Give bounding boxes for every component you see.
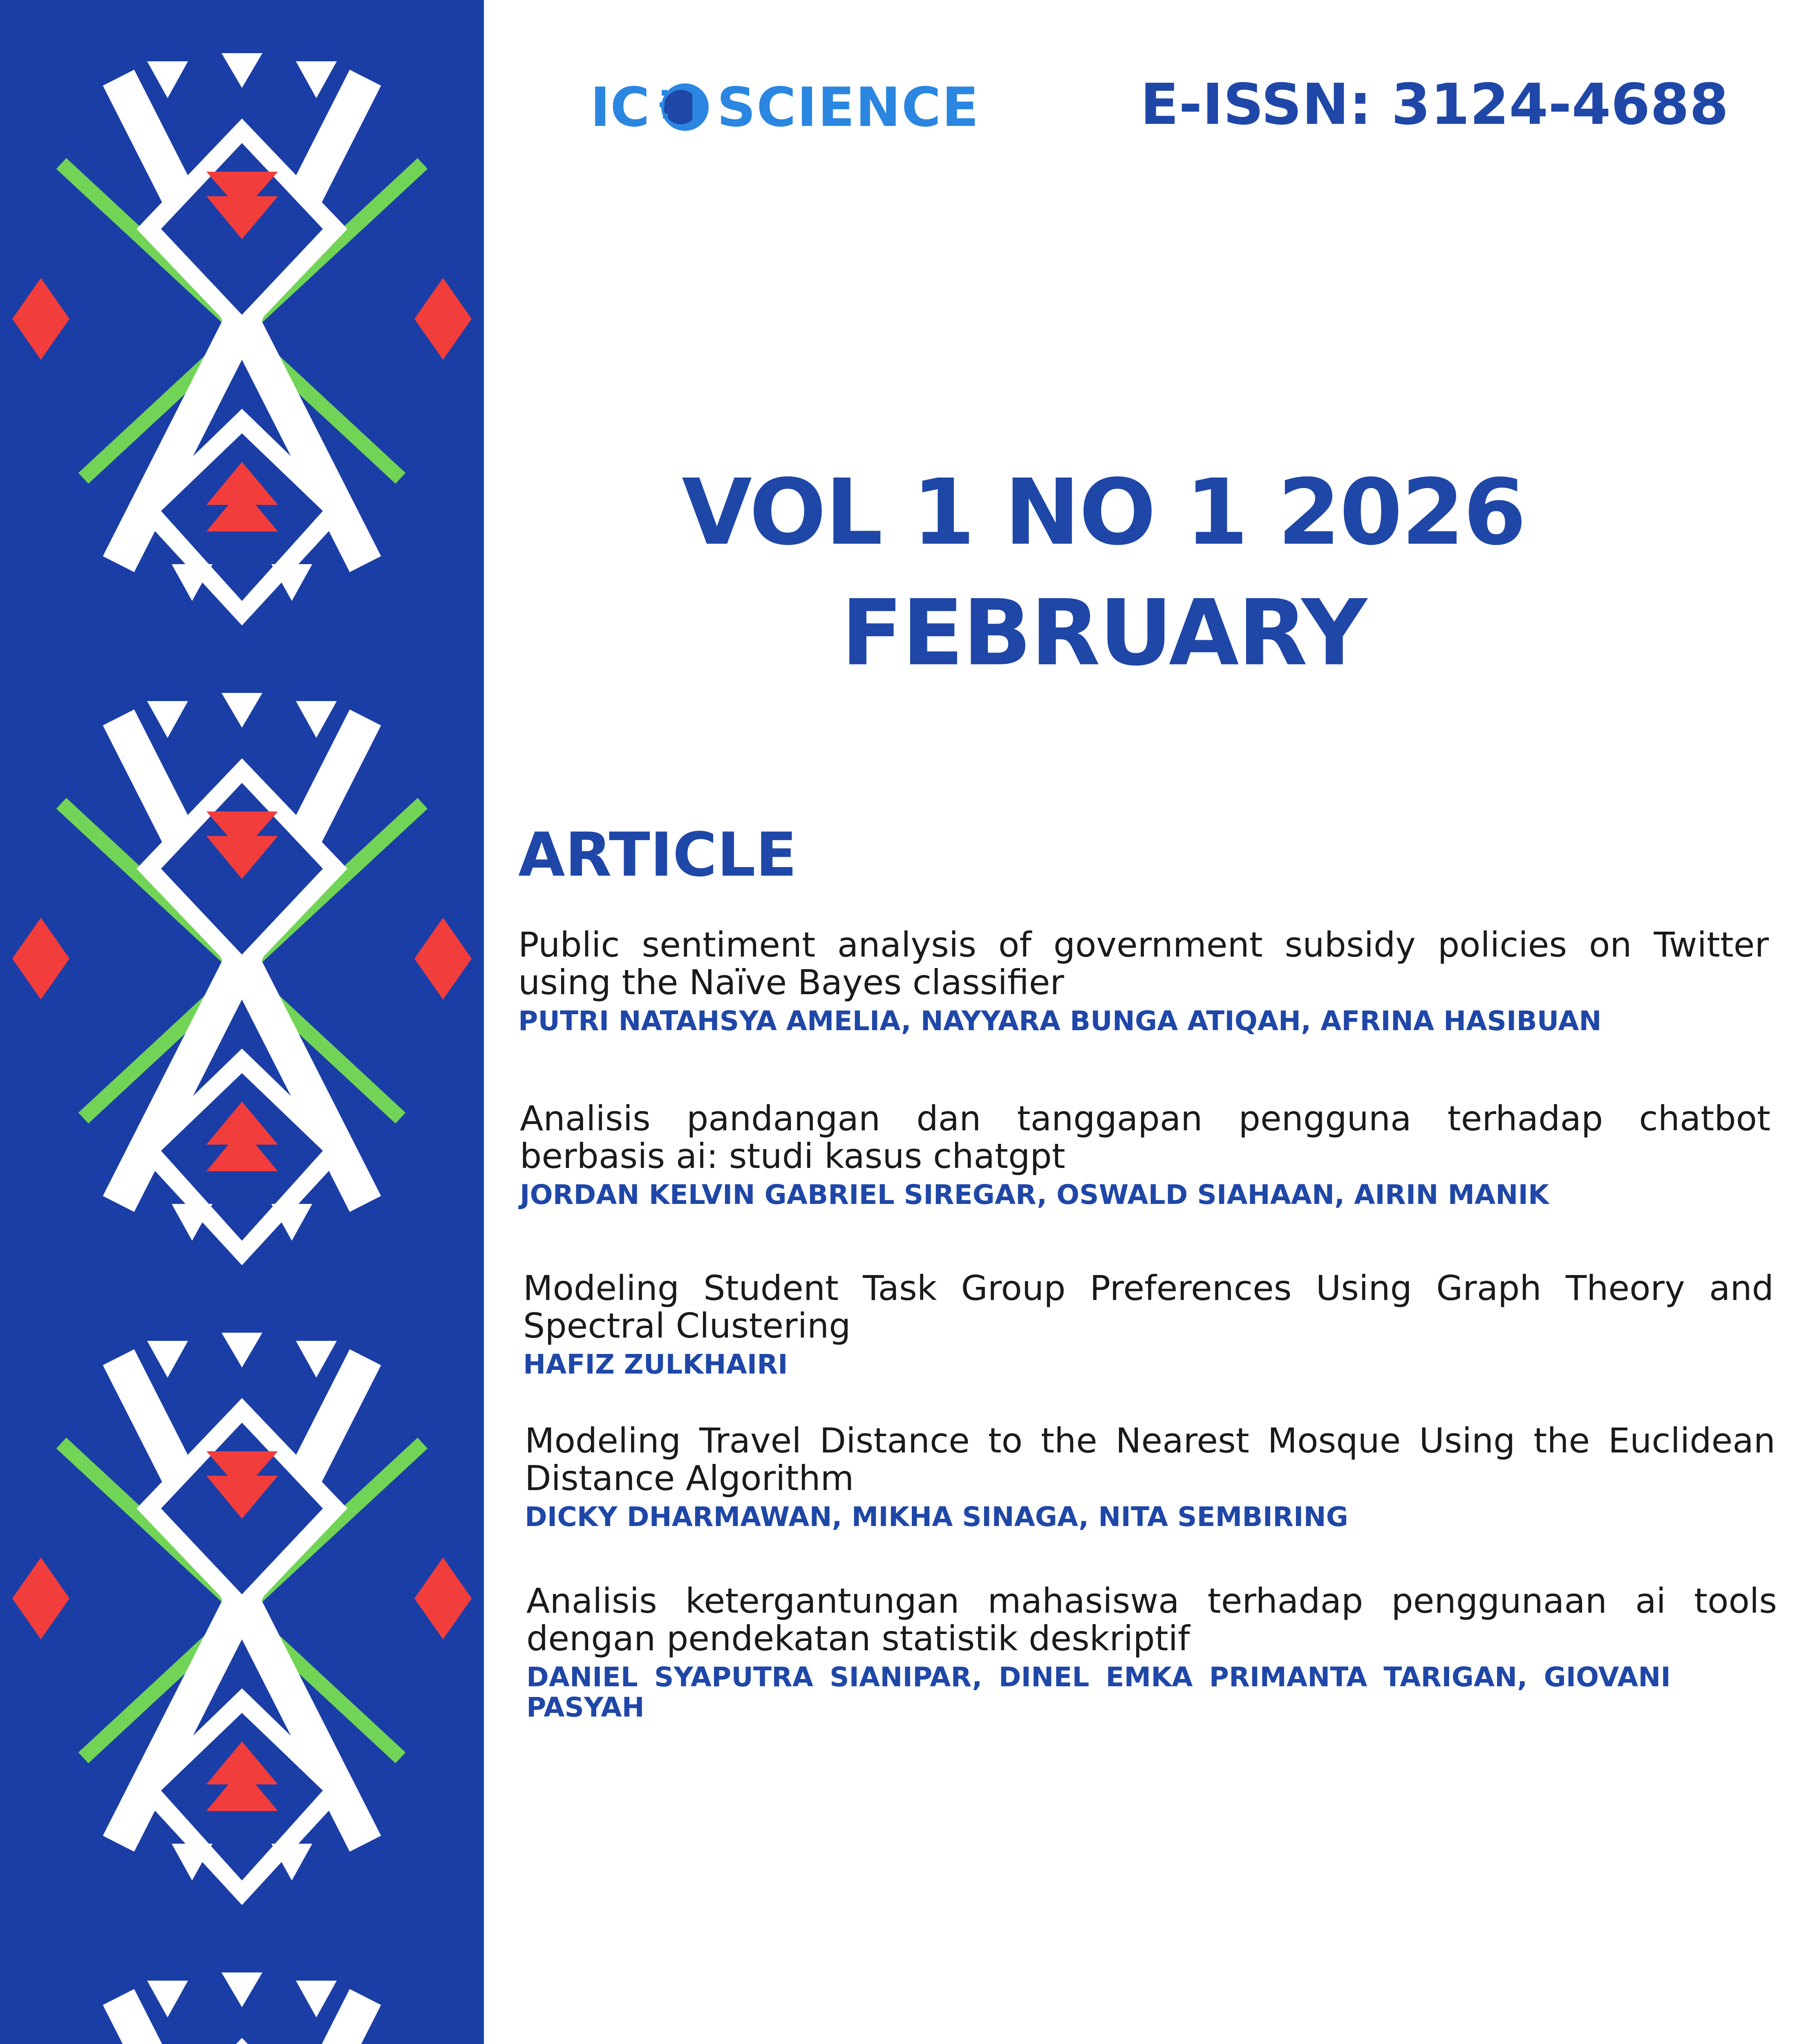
logo-text-left: IC bbox=[590, 78, 650, 135]
logo-head-icon bbox=[660, 83, 709, 131]
article-authors: HAFIZ ZULKHAIRI bbox=[523, 1349, 788, 1380]
article-title[interactable]: Modeling Travel Distance to the Nearest Mosque Using the Euclidean Distance Algorithm bbox=[525, 1421, 1775, 1498]
article-entry[interactable] bbox=[520, 1100, 1770, 1210]
article-entry[interactable] bbox=[526, 1582, 1777, 1723]
article-authors: PUTRI NATAHSYA AMELIA, NAYYARA BUNGA ATIQAH, AFRINA HASIBUAN bbox=[518, 1005, 1602, 1037]
journal-logo bbox=[590, 78, 1011, 135]
logo-text-right: SCIENCE bbox=[717, 78, 980, 135]
article-title[interactable]: Analisis ketergantungan mahasiswa terhadap penggunaan ai tools dengan pendekatan statistik deskriptif bbox=[526, 1581, 1777, 1659]
issn-number: E-ISSN: 3124-4688 bbox=[1140, 72, 1729, 137]
volume-number: VOL 1 NO 1 2026 bbox=[682, 460, 1525, 565]
article-entry[interactable] bbox=[518, 926, 1769, 1036]
article-authors: JORDAN KELVIN GABRIEL SIREGAR, OSWALD SIAHAAN, AIRIN MANIK bbox=[520, 1179, 1549, 1210]
issue-month: FEBRUARY bbox=[841, 580, 1366, 686]
ornamental-band bbox=[0, 0, 484, 2044]
article-entry[interactable] bbox=[523, 1269, 1774, 1380]
article-authors: DICKY DHARMAWAN, MIKHA SINAGA, NITA SEMBIRING bbox=[525, 1501, 1348, 1533]
article-authors: DANIEL SYAPUTRA SIANIPAR, DINEL EMKA PRIMANTA TARIGAN, GIOVANI PASYAH bbox=[526, 1661, 1671, 1723]
article-title[interactable]: Public sentiment analysis of government subsidy policies on Twitter using the Naïve Bayes classifier bbox=[518, 925, 1769, 1002]
article-title[interactable]: Analisis pandangan dan tanggapan pengguna terhadap chatbot berbasis ai: studi kasus chatgpt bbox=[520, 1098, 1770, 1176]
article-title[interactable]: Modeling Student Task Group Preferences Using Graph Theory and Spectral Clustering bbox=[523, 1268, 1774, 1346]
section-heading: ARTICLE bbox=[518, 820, 797, 890]
article-entry[interactable] bbox=[525, 1422, 1775, 1532]
